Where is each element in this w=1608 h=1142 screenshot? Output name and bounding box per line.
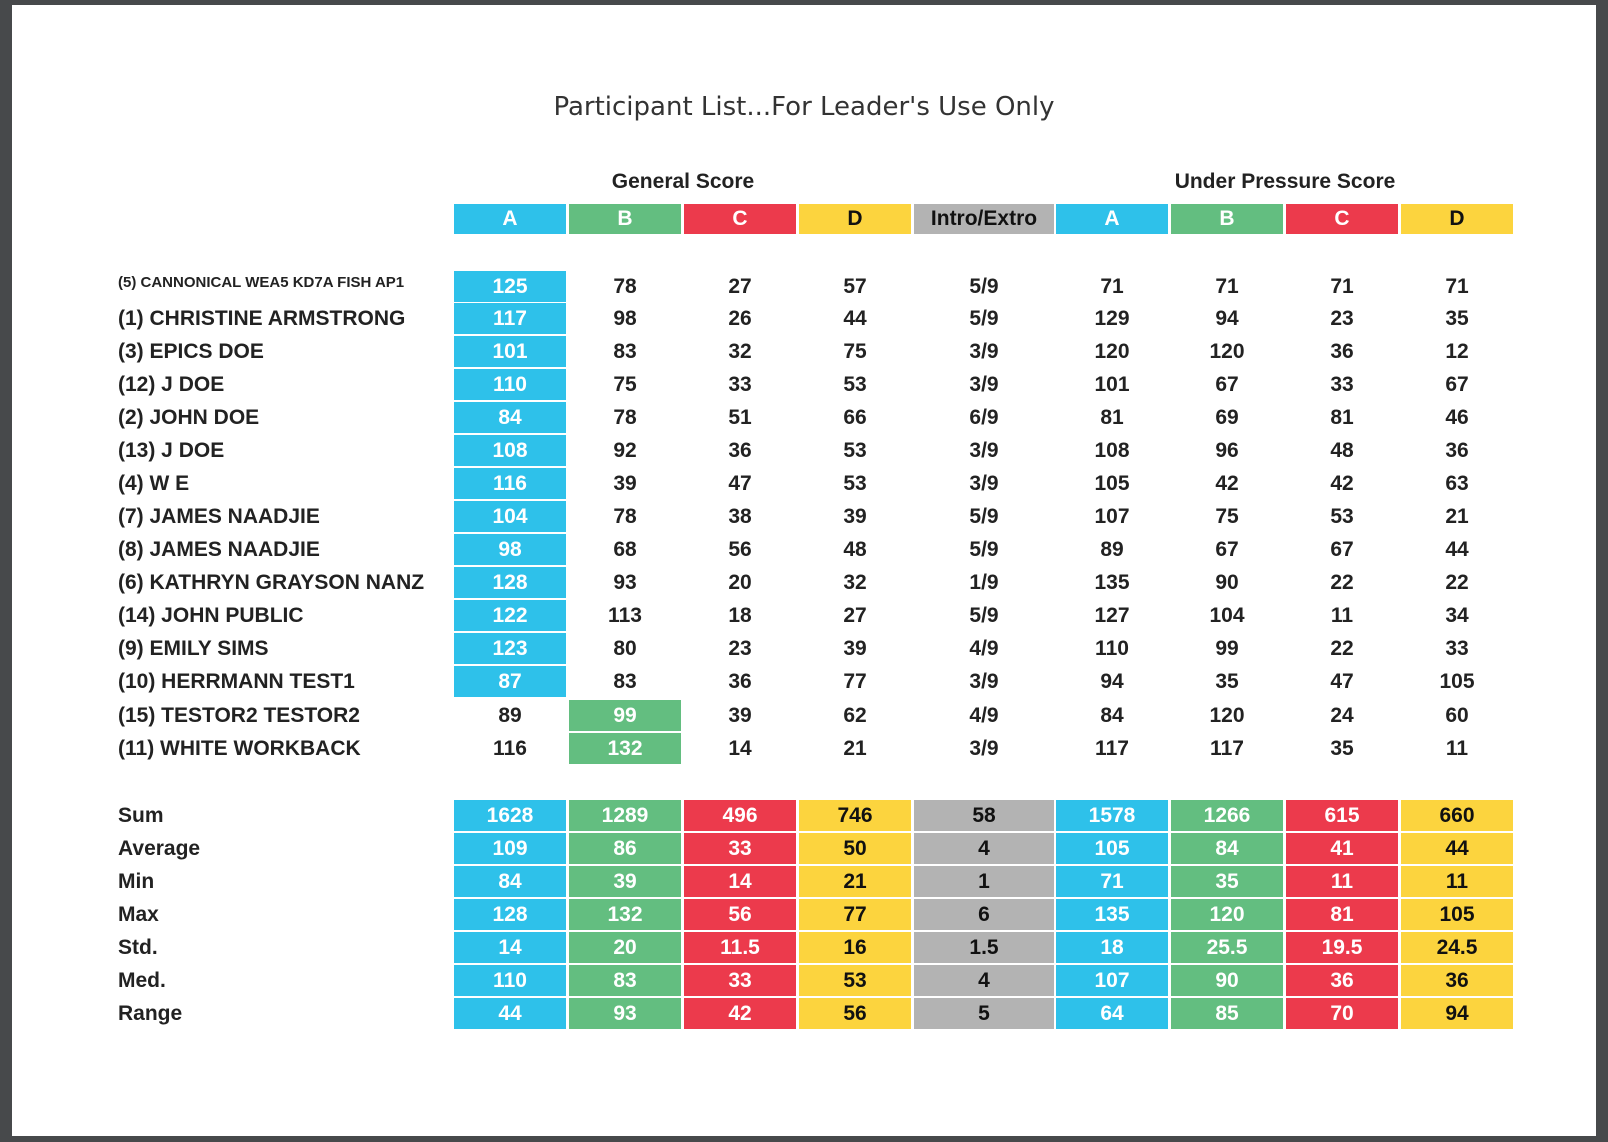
score-cell-press-d: 21 — [1445, 505, 1469, 528]
score-cell-press-d: 33 — [1445, 637, 1469, 660]
score-cell-gen-d: 32 — [843, 571, 867, 594]
score-cell-gen-c: 14 — [728, 737, 752, 760]
stat-cell-press-a: 107 — [1056, 965, 1168, 996]
score-cell-gen-b: 92 — [613, 439, 637, 462]
score-cell-press-a: 108 — [1094, 439, 1130, 462]
score-cell-gen-d: 53 — [843, 439, 867, 462]
stat-label: Average — [118, 837, 201, 860]
stat-cell-press-b: 1266 — [1171, 800, 1283, 831]
score-cell-intro-extro: 3/9 — [969, 373, 999, 396]
score-cell-gen-a: 123 — [454, 633, 566, 664]
score-cell-press-b: 96 — [1215, 439, 1239, 462]
score-cell-press-b: 71 — [1215, 275, 1239, 298]
column-header-intro-extro: Intro/Extro — [914, 204, 1054, 234]
score-cell-gen-b: 99 — [569, 700, 681, 731]
stat-cell-press-d: 105 — [1401, 899, 1513, 930]
column-header-press-a: A — [1056, 204, 1168, 234]
stat-cell-press-a: 105 — [1056, 833, 1168, 864]
participant-name: (15) TESTOR2 TESTOR2 — [118, 704, 360, 727]
stat-cell-press-c: 19.5 — [1286, 932, 1398, 963]
stat-cell-press-c: 36 — [1286, 965, 1398, 996]
stat-cell-gen-b: 86 — [569, 833, 681, 864]
stat-cell-gen-a: 84 — [454, 866, 566, 897]
score-cell-gen-c: 38 — [728, 505, 752, 528]
participant-name: (4) W E — [118, 472, 190, 495]
score-cell-press-c: 22 — [1330, 571, 1354, 594]
score-cell-press-c: 42 — [1330, 472, 1354, 495]
participant-name: (8) JAMES NAADJIE — [118, 538, 320, 561]
stat-cell-gen-b: 93 — [569, 998, 681, 1029]
score-cell-press-b: 35 — [1215, 670, 1239, 693]
stat-cell-press-b: 35 — [1171, 866, 1283, 897]
column-header-gen-a: A — [454, 204, 566, 234]
participant-name: (14) JOHN PUBLIC — [118, 604, 304, 627]
score-cell-intro-extro: 3/9 — [969, 472, 999, 495]
stat-cell-press-d: 94 — [1401, 998, 1513, 1029]
score-cell-gen-a: 101 — [454, 336, 566, 367]
stat-cell-gen-d: 16 — [799, 932, 911, 963]
participant-name: (11) WHITE WORKBACK — [118, 737, 361, 760]
score-cell-press-c: 48 — [1330, 439, 1354, 462]
score-cell-press-c: 22 — [1330, 637, 1354, 660]
score-cell-gen-c: 51 — [728, 406, 752, 429]
stat-label: Std. — [118, 936, 158, 959]
stat-cell-gen-b: 20 — [569, 932, 681, 963]
general-score-header: General Score — [611, 170, 755, 193]
score-cell-gen-d: 21 — [843, 737, 867, 760]
stat-cell-press-c: 81 — [1286, 899, 1398, 930]
score-cell-gen-b: 113 — [608, 604, 642, 627]
stat-cell-press-c: 615 — [1286, 800, 1398, 831]
score-cell-press-c: 71 — [1330, 275, 1354, 298]
stat-cell-gen-d: 56 — [799, 998, 911, 1029]
stat-cell-gen-c: 11.5 — [684, 932, 796, 963]
stat-cell-intro-extro: 4 — [914, 965, 1054, 996]
stat-cell-press-c: 41 — [1286, 833, 1398, 864]
score-cell-press-b: 94 — [1215, 307, 1239, 330]
stat-cell-gen-a: 44 — [454, 998, 566, 1029]
score-cell-press-c: 53 — [1330, 505, 1354, 528]
score-cell-gen-b: 39 — [613, 472, 637, 495]
score-cell-intro-extro: 3/9 — [969, 439, 999, 462]
score-cell-gen-d: 44 — [843, 307, 867, 330]
stat-cell-gen-a: 128 — [454, 899, 566, 930]
score-cell-gen-a: 108 — [454, 435, 566, 466]
stat-cell-gen-b: 132 — [569, 899, 681, 930]
stat-cell-gen-d: 50 — [799, 833, 911, 864]
stat-cell-intro-extro: 1.5 — [914, 932, 1054, 963]
score-cell-press-a: 120 — [1094, 340, 1130, 363]
score-cell-gen-d: 62 — [843, 704, 867, 727]
participant-name: (13) J DOE — [118, 439, 225, 462]
stat-label: Sum — [118, 804, 164, 827]
score-cell-press-d: 46 — [1445, 406, 1469, 429]
page-title: Participant List...For Leader's Use Only — [553, 92, 1055, 122]
score-cell-gen-d: 77 — [843, 670, 867, 693]
participant-name: (6) KATHRYN GRAYSON NANZ — [118, 571, 425, 594]
stat-cell-gen-b: 83 — [569, 965, 681, 996]
score-cell-intro-extro: 5/9 — [969, 538, 999, 561]
score-cell-gen-d: 53 — [843, 472, 867, 495]
column-header-press-d: D — [1401, 204, 1513, 234]
score-cell-press-a: 107 — [1094, 505, 1130, 528]
score-cell-gen-b: 78 — [613, 406, 637, 429]
score-cell-gen-a: 89 — [498, 704, 522, 727]
score-cell-press-c: 67 — [1330, 538, 1354, 561]
stat-label: Med. — [118, 969, 166, 992]
score-cell-intro-extro: 5/9 — [969, 307, 999, 330]
stat-cell-intro-extro: 5 — [914, 998, 1054, 1029]
score-cell-press-d: 71 — [1445, 275, 1469, 298]
score-cell-gen-d: 57 — [843, 275, 867, 298]
score-cell-gen-a: 117 — [454, 303, 566, 334]
column-header-press-c: C — [1286, 204, 1398, 234]
participant-name: (1) CHRISTINE ARMSTRONG — [118, 307, 406, 330]
stat-cell-press-b: 90 — [1171, 965, 1283, 996]
stat-cell-press-c: 11 — [1286, 866, 1398, 897]
score-cell-gen-b: 68 — [613, 538, 637, 561]
stat-cell-press-b: 120 — [1171, 899, 1283, 930]
under-pressure-score-header: Under Pressure Score — [1174, 170, 1396, 193]
score-cell-gen-c: 23 — [728, 637, 752, 660]
score-cell-press-c: 24 — [1330, 704, 1354, 727]
stat-cell-intro-extro: 6 — [914, 899, 1054, 930]
score-cell-gen-d: 48 — [843, 538, 867, 561]
column-header-gen-c: C — [684, 204, 796, 234]
score-cell-press-b: 104 — [1209, 604, 1245, 627]
stat-cell-press-a: 135 — [1056, 899, 1168, 930]
score-cell-gen-c: 56 — [728, 538, 752, 561]
score-cell-gen-d: 39 — [843, 505, 867, 528]
stat-cell-gen-d: 53 — [799, 965, 911, 996]
score-cell-gen-a: 87 — [454, 666, 566, 697]
participant-name: (12) J DOE — [118, 373, 225, 396]
score-cell-press-c: 36 — [1330, 340, 1354, 363]
stat-cell-press-c: 70 — [1286, 998, 1398, 1029]
score-cell-press-d: 35 — [1445, 307, 1469, 330]
score-cell-intro-extro: 5/9 — [969, 604, 999, 627]
score-cell-gen-a: 128 — [454, 567, 566, 598]
score-cell-press-b: 117 — [1210, 737, 1244, 760]
score-cell-press-a: 135 — [1094, 571, 1130, 594]
stat-cell-gen-c: 33 — [684, 833, 796, 864]
score-cell-gen-c: 27 — [728, 275, 752, 298]
score-cell-gen-c: 26 — [728, 307, 752, 330]
stat-cell-gen-a: 1628 — [454, 800, 566, 831]
score-cell-press-b: 42 — [1215, 472, 1239, 495]
score-cell-gen-d: 75 — [843, 340, 867, 363]
score-cell-press-c: 23 — [1330, 307, 1354, 330]
score-cell-press-b: 99 — [1215, 637, 1239, 660]
score-cell-press-b: 67 — [1215, 538, 1239, 561]
score-cell-intro-extro: 3/9 — [969, 340, 999, 363]
score-cell-intro-extro: 3/9 — [969, 737, 999, 760]
stat-cell-press-a: 18 — [1056, 932, 1168, 963]
stat-cell-intro-extro: 58 — [914, 800, 1054, 831]
score-cell-press-b: 75 — [1215, 505, 1239, 528]
stat-cell-press-d: 660 — [1401, 800, 1513, 831]
score-cell-press-a: 110 — [1095, 637, 1129, 660]
score-cell-press-d: 63 — [1445, 472, 1469, 495]
score-cell-gen-c: 39 — [728, 704, 752, 727]
score-cell-press-b: 120 — [1209, 340, 1245, 363]
score-cell-press-d: 22 — [1445, 571, 1469, 594]
score-cell-gen-b: 98 — [613, 307, 637, 330]
score-cell-gen-a: 116 — [493, 737, 527, 760]
stat-cell-gen-c: 14 — [684, 866, 796, 897]
score-cell-press-d: 11 — [1445, 737, 1469, 760]
score-cell-gen-b: 80 — [613, 637, 637, 660]
score-cell-intro-extro: 5/9 — [969, 505, 999, 528]
score-cell-gen-d: 53 — [843, 373, 867, 396]
stat-cell-press-b: 25.5 — [1171, 932, 1283, 963]
score-cell-gen-b: 78 — [613, 505, 637, 528]
score-cell-gen-a: 110 — [454, 369, 566, 400]
stat-cell-gen-d: 21 — [799, 866, 911, 897]
score-cell-press-b: 69 — [1215, 406, 1239, 429]
score-cell-gen-b: 132 — [569, 733, 681, 764]
score-cell-press-a: 117 — [1095, 737, 1129, 760]
score-cell-press-c: 33 — [1330, 373, 1354, 396]
score-cell-intro-extro: 5/9 — [969, 275, 999, 298]
stat-cell-press-d: 11 — [1401, 866, 1513, 897]
score-cell-gen-b: 83 — [613, 670, 637, 693]
stat-cell-press-a: 71 — [1056, 866, 1168, 897]
score-cell-press-d: 36 — [1445, 439, 1469, 462]
score-cell-press-d: 67 — [1445, 373, 1469, 396]
score-cell-press-d: 44 — [1445, 538, 1469, 561]
score-cell-gen-a: 125 — [454, 271, 566, 302]
participant-name: (3) EPICS DOE — [118, 340, 264, 363]
score-cell-press-a: 71 — [1100, 275, 1124, 298]
score-cell-intro-extro: 6/9 — [969, 406, 999, 429]
stat-cell-press-d: 24.5 — [1401, 932, 1513, 963]
score-cell-gen-a: 98 — [454, 534, 566, 565]
stat-cell-press-d: 36 — [1401, 965, 1513, 996]
stat-cell-gen-d: 746 — [799, 800, 911, 831]
score-cell-gen-c: 33 — [728, 373, 752, 396]
stat-cell-gen-a: 110 — [454, 965, 566, 996]
score-cell-gen-a: 122 — [454, 600, 566, 631]
stat-cell-gen-c: 496 — [684, 800, 796, 831]
stat-cell-gen-b: 1289 — [569, 800, 681, 831]
column-header-press-b: B — [1171, 204, 1283, 234]
score-cell-gen-a: 104 — [454, 501, 566, 532]
score-cell-gen-b: 75 — [613, 373, 637, 396]
score-cell-gen-c: 36 — [728, 439, 752, 462]
score-cell-intro-extro: 3/9 — [969, 670, 999, 693]
score-cell-press-a: 89 — [1100, 538, 1124, 561]
score-cell-press-a: 129 — [1094, 307, 1130, 330]
score-cell-press-b: 67 — [1215, 373, 1239, 396]
score-cell-press-c: 81 — [1330, 406, 1354, 429]
score-cell-intro-extro: 1/9 — [969, 571, 999, 594]
score-cell-gen-c: 36 — [728, 670, 752, 693]
column-header-gen-d: D — [799, 204, 911, 234]
score-cell-press-a: 84 — [1100, 704, 1124, 727]
column-header-gen-b: B — [569, 204, 681, 234]
score-cell-press-c: 47 — [1330, 670, 1354, 693]
score-cell-press-a: 127 — [1094, 604, 1130, 627]
score-cell-gen-a: 116 — [454, 468, 566, 499]
stat-cell-gen-c: 56 — [684, 899, 796, 930]
stat-cell-press-a: 1578 — [1056, 800, 1168, 831]
stat-label: Max — [118, 903, 159, 926]
score-cell-gen-c: 47 — [728, 472, 752, 495]
score-cell-gen-a: 84 — [454, 402, 566, 433]
score-cell-intro-extro: 4/9 — [969, 704, 999, 727]
score-cell-press-d: 60 — [1445, 704, 1469, 727]
stat-cell-press-b: 85 — [1171, 998, 1283, 1029]
stat-cell-gen-c: 42 — [684, 998, 796, 1029]
score-cell-gen-b: 83 — [613, 340, 637, 363]
stat-cell-gen-a: 109 — [454, 833, 566, 864]
stat-cell-intro-extro: 4 — [914, 833, 1054, 864]
score-cell-gen-c: 18 — [728, 604, 752, 627]
score-cell-press-d: 34 — [1445, 604, 1469, 627]
score-cell-press-c: 35 — [1330, 737, 1354, 760]
stat-label: Min — [118, 870, 155, 893]
stat-cell-press-d: 44 — [1401, 833, 1513, 864]
score-cell-gen-d: 39 — [843, 637, 867, 660]
score-cell-press-b: 120 — [1209, 704, 1245, 727]
score-cell-gen-b: 93 — [613, 571, 637, 594]
score-cell-gen-b: 78 — [613, 275, 637, 298]
score-cell-gen-c: 32 — [728, 340, 752, 363]
stat-cell-gen-d: 77 — [799, 899, 911, 930]
stat-cell-gen-c: 33 — [684, 965, 796, 996]
stat-cell-press-a: 64 — [1056, 998, 1168, 1029]
stat-cell-press-b: 84 — [1171, 833, 1283, 864]
stat-cell-gen-a: 14 — [454, 932, 566, 963]
participant-name: (9) EMILY SIMS — [118, 637, 269, 660]
stat-cell-gen-b: 39 — [569, 866, 681, 897]
score-cell-press-b: 90 — [1215, 571, 1239, 594]
participant-name: (7) JAMES NAADJIE — [118, 505, 320, 528]
score-cell-press-a: 94 — [1100, 670, 1124, 693]
score-cell-press-a: 105 — [1094, 472, 1130, 495]
score-cell-press-d: 12 — [1445, 340, 1469, 363]
score-cell-press-a: 101 — [1094, 373, 1130, 396]
score-cell-press-d: 105 — [1439, 670, 1475, 693]
participant-name: (5) CANNONICAL WEA5 KD7A FISH AP1 — [118, 274, 405, 291]
score-cell-gen-c: 20 — [728, 571, 752, 594]
score-cell-gen-d: 66 — [843, 406, 867, 429]
score-cell-intro-extro: 4/9 — [969, 637, 999, 660]
participant-name: (2) JOHN DOE — [118, 406, 260, 429]
stat-cell-intro-extro: 1 — [914, 866, 1054, 897]
participant-name: (10) HERRMANN TEST1 — [118, 670, 355, 693]
score-cell-press-c: 11 — [1330, 604, 1354, 627]
score-cell-press-a: 81 — [1100, 406, 1124, 429]
stat-label: Range — [118, 1002, 183, 1025]
score-cell-gen-d: 27 — [843, 604, 867, 627]
